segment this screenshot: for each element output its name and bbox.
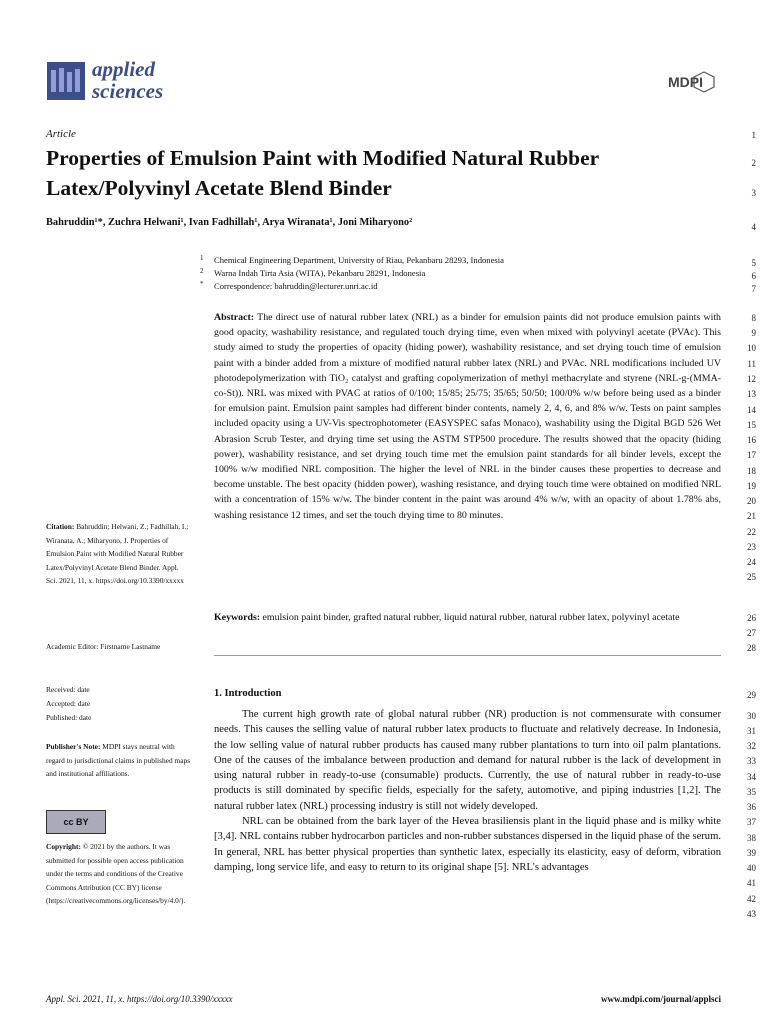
line-number: 12: [747, 374, 756, 384]
abstract-text: The direct use of natural rubber latex (NRL) as a binder for emulsion paints did not produce emulsion paints with good opacity, washability resistance, and regulated touch drying time, even when mixed with polyvinyl acetate (PVAc). This study aimed to study the properties of opacity (hiding power), washability resistance, and set drying touch time of emulsion paint with a binder added from a mixture of modified natural rubber latex (NRL) and PVAc. NRL modifications included UV photodepolymerization with TiO₂ catalyst and grafting copolymerization of methyl methacrylate and styrene (NRL-g-(MMA-co-St)). NRL was mixed with PVAC at ratios of 0/100; 15/85; 25/75; 35/65; 50/50; 100/0% w/w before being used as a binder for emulsion paint. Emulsion paint samples had different binder contents, namely 2, 4, 6, and 8% w/w. Tests on paint samples included opacity using a UV-Vis spectrophotometer (EASYSPEC safas Monaco), washability using the Digital BGD 526 Wet Abrasion Scrub Tester, and drying time set using the ASTM STP500 procedure. The results showed that the opacity (hiding power), washability resistance, and set drying touch time met the emulsion paint standards for all binder levels, except the 100% w/w modified NRL composition. The higher the level of NRL in the binder causes these properties to decrease and become unstable. The best opacity (hidden power), washing resistance, and drying touch time were obtained on modified NRL with a concentration of 15% w/w. The binder content in the paint was around 4% w/w, with an opacity of about 1.78% abs, washing resistance 12 times, and set the touch drying time to 80 minutes.: [214, 312, 721, 521]
author-list: Bahruddin¹*, Zuchra Helwani¹, Ivan Fadhillah¹, Arya Wiranata¹, Joni Miharyono²: [46, 217, 413, 228]
affiliation-mark: *: [200, 280, 204, 288]
abstract-label: Abstract:: [214, 312, 255, 323]
keywords-text: emulsion paint binder, grafted natural rubber, liquid natural rubber, natural rubber latex, polyvinyl acetate: [262, 612, 680, 623]
journal-name: [92, 58, 163, 102]
footer-url[interactable]: www.mdpi.com/journal/applsci: [600, 994, 721, 1004]
keywords-label: Keywords:: [214, 612, 261, 623]
published-date: Published: date: [46, 713, 92, 722]
line-number: 5: [751, 258, 756, 268]
article-type: Article: [46, 128, 76, 140]
line-number: 39: [747, 848, 756, 858]
line-number: 8: [751, 313, 756, 323]
line-number: 3: [751, 188, 756, 198]
copyright: [46, 840, 191, 908]
line-number: 26: [747, 613, 756, 623]
line-number: 22: [747, 527, 756, 537]
publisher-note-label: Publisher's Note:: [46, 742, 101, 751]
line-number: 11: [747, 359, 756, 369]
copyright-label: Copyright:: [46, 842, 81, 851]
correspondence: [200, 280, 378, 291]
journal-name-line1: applied: [92, 57, 155, 81]
line-number: 40: [747, 863, 756, 873]
line-number: 2: [751, 158, 756, 168]
paper-title: Properties of Emulsion Paint with Modified Natural Rubber Latex/Polyvinyl Acetate Blend Binder: [46, 146, 599, 200]
line-number: 38: [747, 833, 756, 843]
line-number: 21: [747, 511, 756, 521]
line-number: 17: [747, 450, 756, 460]
publisher-logo-text: MDPI: [668, 74, 703, 90]
citation-text: Bahruddin; Helwani, Z.; Fadhillah, I.; Wiranata, A.; Miharyono, J. Properties of Emulsion Paint with Modified Natural Rubber Latex/Polyvinyl Acetate Blend Binder. Appl. Sci. 2021, 11, x. https://doi.org/10.3390/xxxxx: [46, 522, 189, 585]
line-number: 28: [747, 643, 756, 653]
line-number: 33: [747, 756, 756, 766]
received-date: Received: date: [46, 685, 90, 694]
line-number: 41: [747, 878, 756, 888]
citation-label: Citation:: [46, 522, 75, 531]
line-number: 14: [747, 405, 756, 415]
line-number: 9: [751, 328, 756, 338]
section-heading: 1. Introduction: [214, 688, 282, 699]
section-divider: [214, 655, 721, 656]
introduction-body: [214, 707, 721, 875]
affiliation-text: Warna Indah Tirta Asia (WITA), Pekanbaru 28291, Indonesia: [214, 268, 426, 278]
citation-block: [46, 520, 191, 588]
affiliation-text: Correspondence: bahruddin@lecturer.unri.ac.id: [214, 281, 378, 291]
line-number: 20: [747, 496, 756, 506]
journal-logo-icon: [47, 62, 85, 100]
affiliation-mark: 1: [200, 254, 204, 262]
line-number: 35: [747, 787, 756, 797]
line-number: 31: [747, 726, 756, 736]
affiliation-mark: 2: [200, 267, 204, 275]
line-number: 25: [747, 572, 756, 582]
line-number: 42: [747, 894, 756, 904]
publisher-note-text: MDPI stays neutral with regard to jurisdictional claims in published maps and institutional affiliations.: [46, 742, 191, 778]
line-number: 34: [747, 772, 756, 782]
keywords: [214, 610, 721, 625]
publisher-logo: [668, 70, 720, 94]
cc-badge-text: cc BY: [63, 817, 89, 827]
line-number: 23: [747, 542, 756, 552]
line-number: 15: [747, 420, 756, 430]
abstract: [214, 310, 721, 523]
accepted-date: Accepted: date: [46, 699, 91, 708]
footer-citation: Appl. Sci. 2021, 11, x. https://doi.org/10.3390/xxxxx: [46, 994, 233, 1004]
line-number: 19: [747, 481, 756, 491]
line-number: 37: [747, 817, 756, 827]
cc-by-license-badge[interactable]: [46, 810, 106, 834]
line-number: 18: [747, 466, 756, 476]
journal-name-line2: sciences: [92, 79, 164, 103]
affiliation-text: Chemical Engineering Department, University of Riau, Pekanbaru 28293, Indonesia: [214, 255, 504, 265]
academic-editor: Academic Editor: Firstname Lastname: [46, 642, 161, 651]
line-number: 30: [747, 711, 756, 721]
affiliation-1: [200, 254, 504, 265]
line-number: 36: [747, 802, 756, 812]
line-number: 24: [747, 557, 756, 567]
affiliation-2: [200, 267, 426, 278]
line-number: 13: [747, 389, 756, 399]
line-number: 16: [747, 435, 756, 445]
line-number: 1: [751, 130, 756, 140]
paragraph: The current high growth rate of global natural rubber (NR) production is not commensurate with consumer needs. This causes the selling value of natural rubber latex products to fluctuate and relatively decrease. In Indonesia, the low selling value of natural rubber products has caused many rubber plantations to turn into oil palm plantations. One of the causes of the imbalance between production and demand for natural rubber is the lack of development in using natural rubber in ready-to-use (consumable) products. Currently, the use of natural rubber in ready-to-use products is still dominated by specific fields, especially for the safety, automotive, and piping industries [1,2]. The natural rubber latex (NRL) processing industry is still not widely developed.: [214, 709, 721, 812]
line-number: 32: [747, 741, 756, 751]
publisher-note: [46, 740, 191, 781]
copyright-text: © 2021 by the authors. It was submitted for possible open access publication under the terms and conditions of the Creative Commons Attribution (CC BY) license (https://creativecommons.org/licenses/by/4.0/).: [46, 842, 186, 905]
line-number: 4: [751, 222, 756, 232]
line-number: 29: [747, 690, 756, 700]
line-number: 7: [751, 284, 756, 294]
line-number: 43: [747, 909, 756, 919]
paragraph: NRL can be obtained from the bark layer of the Hevea brasiliensis plant in the liquid phase and is milky white [3,4]. NRL contains rubber hydrocarbon particles and non-rubber substances dispersed in the liquid phase of the serum. In general, NRL has better physical properties than synthetic latex, especially its elasticity, easy of deform, vibration damping, long service life, and easy to return to its original shape [5]. NRL's advantages: [214, 816, 721, 873]
line-number: 10: [747, 343, 756, 353]
line-number: 27: [747, 628, 756, 638]
line-number: 6: [751, 271, 756, 281]
